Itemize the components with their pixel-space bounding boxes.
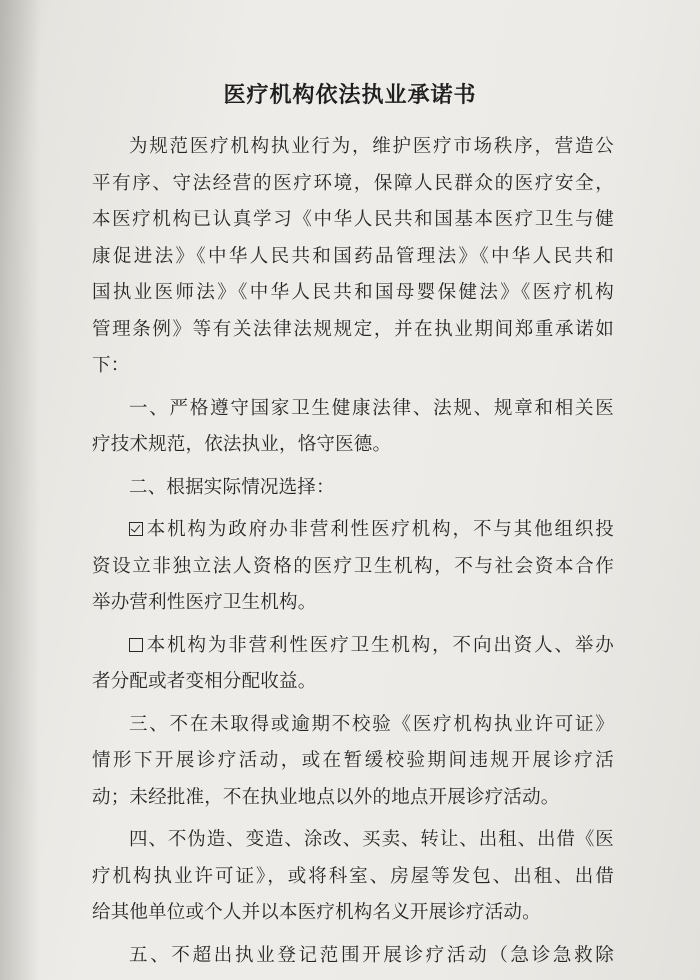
text-line: 疗技术规范，依法执业，恪守医德。 [92,434,392,455]
empty-checkbox-icon [129,638,143,652]
paragraph-item-5 [92,938,614,975]
text-line: 疗机构执业许可证》，或将科室、房屋等发包、出租、出借 [92,865,614,887]
text-line: 国执业医师法》《中华人民共和国母婴保健法》《医疗机构 [92,282,614,303]
text-line: 动；未经批准，不在执业地点以外的地点开展诊疗活动。 [92,786,560,808]
option-first-line [92,628,614,665]
text-line: 五、不超出执业登记范围开展诊疗活动（急诊急救除 [129,944,614,966]
text-line: 给其他单位或个人并以本医疗机构名义开展诊疗活动。 [92,902,541,923]
paragraph-item-4 [92,822,614,932]
text-line: 管理条例》等有关法律法规规定，并在执业期间郑重承诺如 [92,318,614,340]
document-title: 医疗机构依法执业承诺书 [223,82,477,108]
paragraph-option-government [92,512,614,622]
text-line: 本机构为政府办非营利性医疗机构，不与其他组织投 [145,519,614,540]
text-line: 二、根据实际情况选择： [129,476,335,498]
text-line: 者分配或者变相分配收益。 [92,671,317,692]
text-line: 本机构为非营利性医疗卫生机构，不向出资人、举办 [145,634,614,656]
text-line: 下： [92,355,130,376]
text-line: 康促进法》《中华人民共和国药品管理法》《中华人民共和 [92,245,614,267]
paragraph-item-2 [92,470,614,507]
paragraph-item-1 [92,391,614,464]
text-line: 一、严格遵守国家卫生健康法律、法规、规章和相关医 [129,397,614,419]
text-line: 四、不伪造、变造、涂改、买卖、转让、出租、出借《医 [129,829,614,850]
paragraph-item-3 [92,707,614,817]
option-first-line [92,512,614,549]
paragraph-option-nonprofit [92,628,614,701]
text-line: 为规范医疗机构执业行为，维护医疗市场秩序，营造公 [129,136,614,157]
text-line: 资设立非独立法人资格的医疗卫生机构，不与社会资本合作 [92,555,614,577]
paragraph-intro [92,129,614,385]
text-line: 三、不在未取得或逾期不校验《医疗机构执业许可证》 [129,713,614,735]
text-line: 情形下开展诊疗活动，或在暂缓校验期间违规开展诊疗活 [92,750,614,771]
checked-checkbox-icon [129,522,143,536]
text-line: 举办营利性医疗卫生机构。 [92,592,317,613]
text-line: 本医疗机构已认真学习《中华人民共和国基本医疗卫生与健 [92,209,614,230]
document-body [92,129,614,980]
text-line: 平有序、守法经营的医疗环境，保障人民群众的医疗安全， [92,172,614,194]
